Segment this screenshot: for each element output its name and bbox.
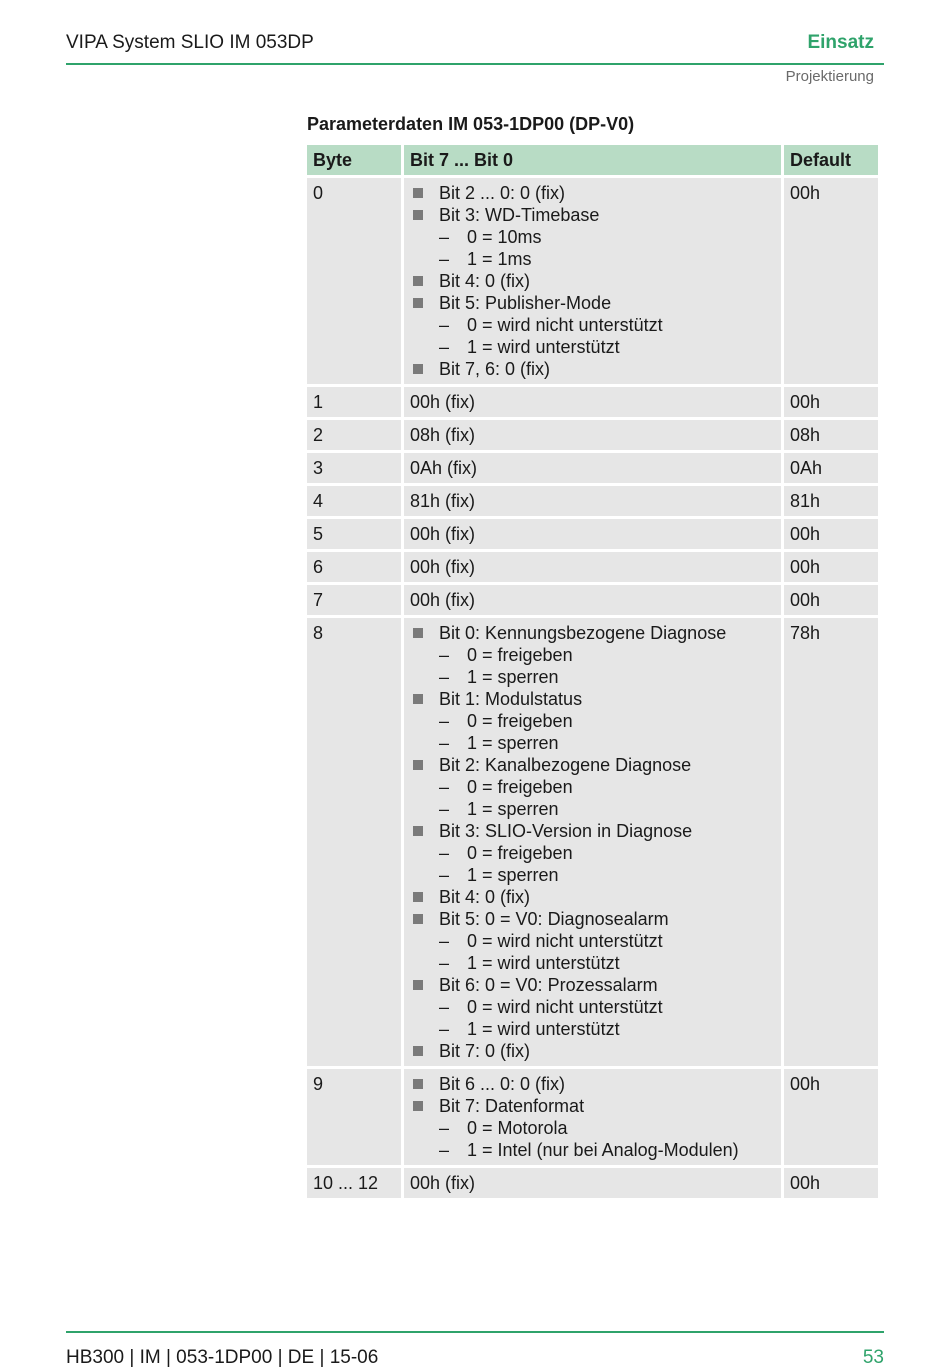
- bullet-item: [410, 1073, 775, 1095]
- sub-item-text: 1 = sperren: [467, 865, 559, 885]
- header-doc-title: VIPA System SLIO IM 053DP: [66, 32, 314, 53]
- bits-cell: [404, 618, 781, 1066]
- dash-icon: –: [439, 799, 450, 819]
- sub-item: [410, 644, 775, 666]
- square-bullet-icon: [413, 188, 423, 198]
- square-bullet-icon: [413, 276, 423, 286]
- square-bullet-icon: [413, 628, 423, 638]
- dash-icon: –: [439, 931, 450, 951]
- dash-icon: –: [439, 711, 450, 731]
- byte-cell: 8: [307, 618, 401, 1066]
- sub-item: [410, 336, 775, 358]
- bullet-text: Bit 4: 0 (fix): [439, 887, 531, 907]
- bullet-text: Bit 6 ... 0: 0 (fix): [439, 1074, 566, 1094]
- byte-cell: 7: [307, 585, 401, 615]
- bullet-item: [410, 688, 775, 710]
- bullet-text: Bit 2: Kanalbezogene Diagnose: [439, 755, 692, 775]
- square-bullet-icon: [413, 1101, 423, 1111]
- plain-value: [410, 490, 775, 512]
- column-header-default: Default: [784, 145, 878, 175]
- bullet-item: [410, 754, 775, 776]
- bullet-text: Bit 3: WD-Timebase: [439, 205, 600, 225]
- byte-cell: 2: [307, 420, 401, 450]
- column-header-bits: Bit 7 ... Bit 0: [404, 145, 781, 175]
- table-row: [307, 519, 878, 549]
- default-cell: 00h: [784, 585, 878, 615]
- dash-icon: –: [439, 1118, 450, 1138]
- bullet-text: Bit 7, 6: 0 (fix): [439, 359, 551, 379]
- byte-cell: 6: [307, 552, 401, 582]
- parameter-table: [304, 142, 881, 1201]
- table-row: [307, 486, 878, 516]
- sub-item: [410, 1117, 775, 1139]
- default-cell: 00h: [784, 178, 878, 384]
- header-subsection: Projektierung: [785, 68, 874, 85]
- sub-item-text: 1 = 1ms: [467, 249, 532, 269]
- value-text: 00h (fix): [410, 392, 476, 412]
- table-body: [307, 178, 878, 1198]
- dash-icon: –: [439, 865, 450, 885]
- default-cell: 0Ah: [784, 453, 878, 483]
- bullet-text: Bit 4: 0 (fix): [439, 271, 531, 291]
- plain-value: [410, 589, 775, 611]
- plain-value: [410, 391, 775, 413]
- sub-item-text: 0 = 10ms: [467, 227, 542, 247]
- sub-item: [410, 732, 775, 754]
- bullet-text: Bit 2 ... 0: 0 (fix): [439, 183, 566, 203]
- table-row: [307, 1168, 878, 1198]
- table-title: Parameterdaten IM 053-1DP00 (DP-V0): [307, 114, 635, 134]
- page-number: 53: [862, 1347, 884, 1368]
- dash-icon: –: [439, 843, 450, 863]
- dash-icon: –: [439, 997, 450, 1017]
- byte-cell: 5: [307, 519, 401, 549]
- bullet-item: [410, 1040, 775, 1062]
- bullet-item: [410, 1095, 775, 1117]
- sub-item-text: 1 = sperren: [467, 667, 559, 687]
- plain-value: [410, 556, 775, 578]
- sub-item-text: 0 = Motorola: [467, 1118, 568, 1138]
- sub-item: [410, 864, 775, 886]
- dash-icon: –: [439, 953, 450, 973]
- sub-item-text: 1 = sperren: [467, 799, 559, 819]
- dash-icon: –: [439, 1140, 450, 1160]
- sub-item: [410, 710, 775, 732]
- value-text: 00h (fix): [410, 590, 476, 610]
- byte-cell: 0: [307, 178, 401, 384]
- table-row: [307, 178, 878, 384]
- bullet-text: Bit 6: 0 = V0: Prozessalarm: [439, 975, 658, 995]
- dash-icon: –: [439, 315, 450, 335]
- default-cell: 78h: [784, 618, 878, 1066]
- dash-icon: –: [439, 227, 450, 247]
- bullet-text: Bit 7: 0 (fix): [439, 1041, 531, 1061]
- default-cell: 00h: [784, 1069, 878, 1165]
- bullet-text: Bit 7: Datenformat: [439, 1096, 585, 1116]
- table-row: [307, 618, 878, 1066]
- sub-item-text: 0 = wird nicht unterstützt: [467, 997, 663, 1017]
- byte-cell: 10 ... 12: [307, 1168, 401, 1198]
- sub-item: [410, 248, 775, 270]
- default-cell: 08h: [784, 420, 878, 450]
- sub-item: [410, 666, 775, 688]
- sub-item-text: 0 = freigeben: [467, 645, 573, 665]
- square-bullet-icon: [413, 364, 423, 374]
- sub-item-text: 1 = wird unterstützt: [467, 953, 620, 973]
- dash-icon: –: [439, 667, 450, 687]
- sub-item-text: 0 = wird nicht unterstützt: [467, 931, 663, 951]
- bullet-item: [410, 908, 775, 930]
- header-section: Einsatz: [807, 32, 874, 53]
- bullet-item: [410, 292, 775, 314]
- plain-value: [410, 457, 775, 479]
- bits-cell: [404, 585, 781, 615]
- value-text: 00h (fix): [410, 557, 476, 577]
- bullet-text: Bit 5: 0 = V0: Diagnosealarm: [439, 909, 669, 929]
- dash-icon: –: [439, 249, 450, 269]
- bits-cell: [404, 453, 781, 483]
- sub-item-text: 0 = freigeben: [467, 711, 573, 731]
- square-bullet-icon: [413, 826, 423, 836]
- sub-item-text: 1 = wird unterstützt: [467, 1019, 620, 1039]
- square-bullet-icon: [413, 760, 423, 770]
- sub-item: [410, 952, 775, 974]
- bullet-item: [410, 886, 775, 908]
- bullet-item: [410, 358, 775, 380]
- plain-value: [410, 1172, 775, 1194]
- dash-icon: –: [439, 777, 450, 797]
- sub-item: [410, 798, 775, 820]
- bullet-text: Bit 1: Modulstatus: [439, 689, 583, 709]
- plain-value: [410, 523, 775, 545]
- sub-item-text: 0 = freigeben: [467, 777, 573, 797]
- default-cell: 00h: [784, 1168, 878, 1198]
- value-text: 08h (fix): [410, 425, 476, 445]
- bullet-item: [410, 204, 775, 226]
- square-bullet-icon: [413, 980, 423, 990]
- footer-doc-ref: HB300 | IM | 053-1DP00 | DE | 15-06: [66, 1347, 379, 1368]
- sub-item: [410, 930, 775, 952]
- column-header-byte: Byte: [307, 145, 401, 175]
- bits-cell: [404, 552, 781, 582]
- default-cell: 00h: [784, 519, 878, 549]
- table-row: [307, 387, 878, 417]
- square-bullet-icon: [413, 210, 423, 220]
- sub-item-text: 1 = Intel (nur bei Analog-Modulen): [467, 1140, 739, 1160]
- bits-cell: [404, 387, 781, 417]
- table-row: [307, 585, 878, 615]
- bullet-text: Bit 5: Publisher-Mode: [439, 293, 612, 313]
- bits-cell: [404, 420, 781, 450]
- sub-item: [410, 1139, 775, 1161]
- bullet-item: [410, 974, 775, 996]
- bullet-item: [410, 270, 775, 292]
- table-row: [307, 420, 878, 450]
- value-text: 81h (fix): [410, 491, 476, 511]
- square-bullet-icon: [413, 694, 423, 704]
- byte-cell: 9: [307, 1069, 401, 1165]
- plain-value: [410, 424, 775, 446]
- sub-item-text: 0 = freigeben: [467, 843, 573, 863]
- byte-cell: 1: [307, 387, 401, 417]
- sub-item: [410, 1018, 775, 1040]
- bullet-text: Bit 0: Kennungsbezogene Diagnose: [439, 623, 727, 643]
- bits-cell: [404, 178, 781, 384]
- dash-icon: –: [439, 733, 450, 753]
- bullet-item: [410, 182, 775, 204]
- square-bullet-icon: [413, 1046, 423, 1056]
- sub-item: [410, 996, 775, 1018]
- square-bullet-icon: [413, 1079, 423, 1089]
- dash-icon: –: [439, 1019, 450, 1039]
- table-row: [307, 552, 878, 582]
- default-cell: 00h: [784, 387, 878, 417]
- dash-icon: –: [439, 337, 450, 357]
- value-text: 0Ah (fix): [410, 458, 478, 478]
- sub-item-text: 0 = wird nicht unterstützt: [467, 315, 663, 335]
- bullet-item: [410, 820, 775, 842]
- dash-icon: –: [439, 645, 450, 665]
- bits-cell: [404, 1168, 781, 1198]
- square-bullet-icon: [413, 914, 423, 924]
- sub-item-text: 1 = wird unterstützt: [467, 337, 620, 357]
- bits-cell: [404, 486, 781, 516]
- value-text: 00h (fix): [410, 1173, 476, 1193]
- sub-item: [410, 776, 775, 798]
- byte-cell: 3: [307, 453, 401, 483]
- sub-item: [410, 842, 775, 864]
- square-bullet-icon: [413, 892, 423, 902]
- sub-item-text: 1 = sperren: [467, 733, 559, 753]
- value-text: 00h (fix): [410, 524, 476, 544]
- bullet-item: [410, 622, 775, 644]
- byte-cell: 4: [307, 486, 401, 516]
- table-row: [307, 1069, 878, 1165]
- bits-cell: [404, 519, 781, 549]
- footer-divider: [66, 1331, 884, 1333]
- header-divider: [66, 63, 884, 65]
- default-cell: 00h: [784, 552, 878, 582]
- default-cell: 81h: [784, 486, 878, 516]
- square-bullet-icon: [413, 298, 423, 308]
- table-header-row: [307, 145, 878, 175]
- sub-item: [410, 314, 775, 336]
- bits-cell: [404, 1069, 781, 1165]
- sub-item: [410, 226, 775, 248]
- bullet-text: Bit 3: SLIO-Version in Diagnose: [439, 821, 693, 841]
- table-row: [307, 453, 878, 483]
